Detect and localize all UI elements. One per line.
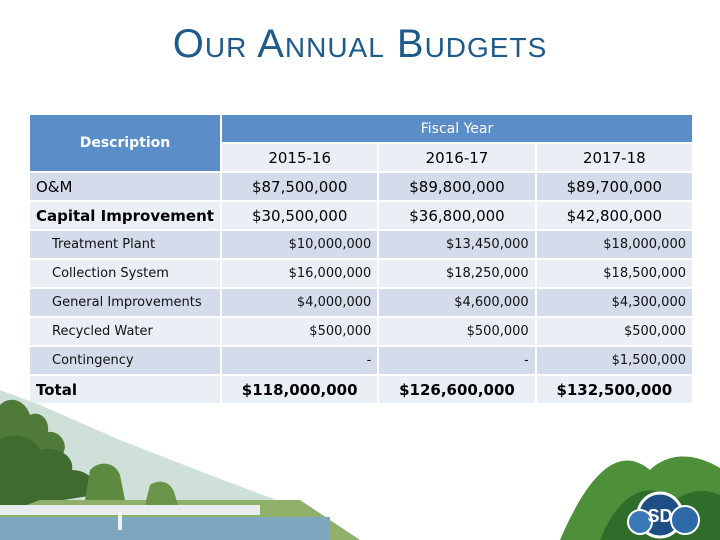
row-label: Collection System: [30, 260, 220, 287]
year-header: 2015-16: [222, 144, 377, 171]
cell-value: $132,500,000: [537, 376, 692, 403]
cell-value: $500,000: [379, 318, 534, 345]
fiscal-year-header: Fiscal Year: [222, 115, 692, 142]
cell-value: $4,000,000: [222, 289, 377, 316]
cell-value: $89,800,000: [379, 173, 534, 200]
cell-value: $16,000,000: [222, 260, 377, 287]
cell-value: $500,000: [537, 318, 692, 345]
year-header: 2016-17: [379, 144, 534, 171]
cell-value: $1,500,000: [537, 347, 692, 374]
cell-value: $18,000,000: [537, 231, 692, 258]
cell-value: $18,500,000: [537, 260, 692, 287]
cell-value: $89,700,000: [537, 173, 692, 200]
cell-value: $118,000,000: [222, 376, 377, 403]
row-label: General Improvements: [30, 289, 220, 316]
cell-value: $126,600,000: [379, 376, 534, 403]
row-label: Treatment Plant: [30, 231, 220, 258]
cell-value: $42,800,000: [537, 202, 692, 229]
cell-value: $30,500,000: [222, 202, 377, 229]
cell-value: $36,800,000: [379, 202, 534, 229]
row-label: Capital Improvement: [30, 202, 220, 229]
cell-value: $4,300,000: [537, 289, 692, 316]
cell-value: $18,250,000: [379, 260, 534, 287]
row-label: Contingency: [30, 347, 220, 374]
cell-value: -: [379, 347, 534, 374]
cell-value: -: [222, 347, 377, 374]
row-label: Total: [30, 376, 220, 403]
cell-value: $10,000,000: [222, 231, 377, 258]
description-header: Description: [30, 115, 220, 171]
cell-value: $13,450,000: [379, 231, 534, 258]
page-title: Our Annual Budgets: [172, 22, 548, 66]
row-label: O&M: [30, 173, 220, 200]
cell-value: $500,000: [222, 318, 377, 345]
logo-text: SD: [647, 506, 673, 526]
row-label: Recycled Water: [30, 318, 220, 345]
year-header: 2017-18: [537, 144, 692, 171]
cell-value: $87,500,000: [222, 173, 377, 200]
landscape-photo: [0, 390, 360, 540]
cell-value: $4,600,000: [379, 289, 534, 316]
